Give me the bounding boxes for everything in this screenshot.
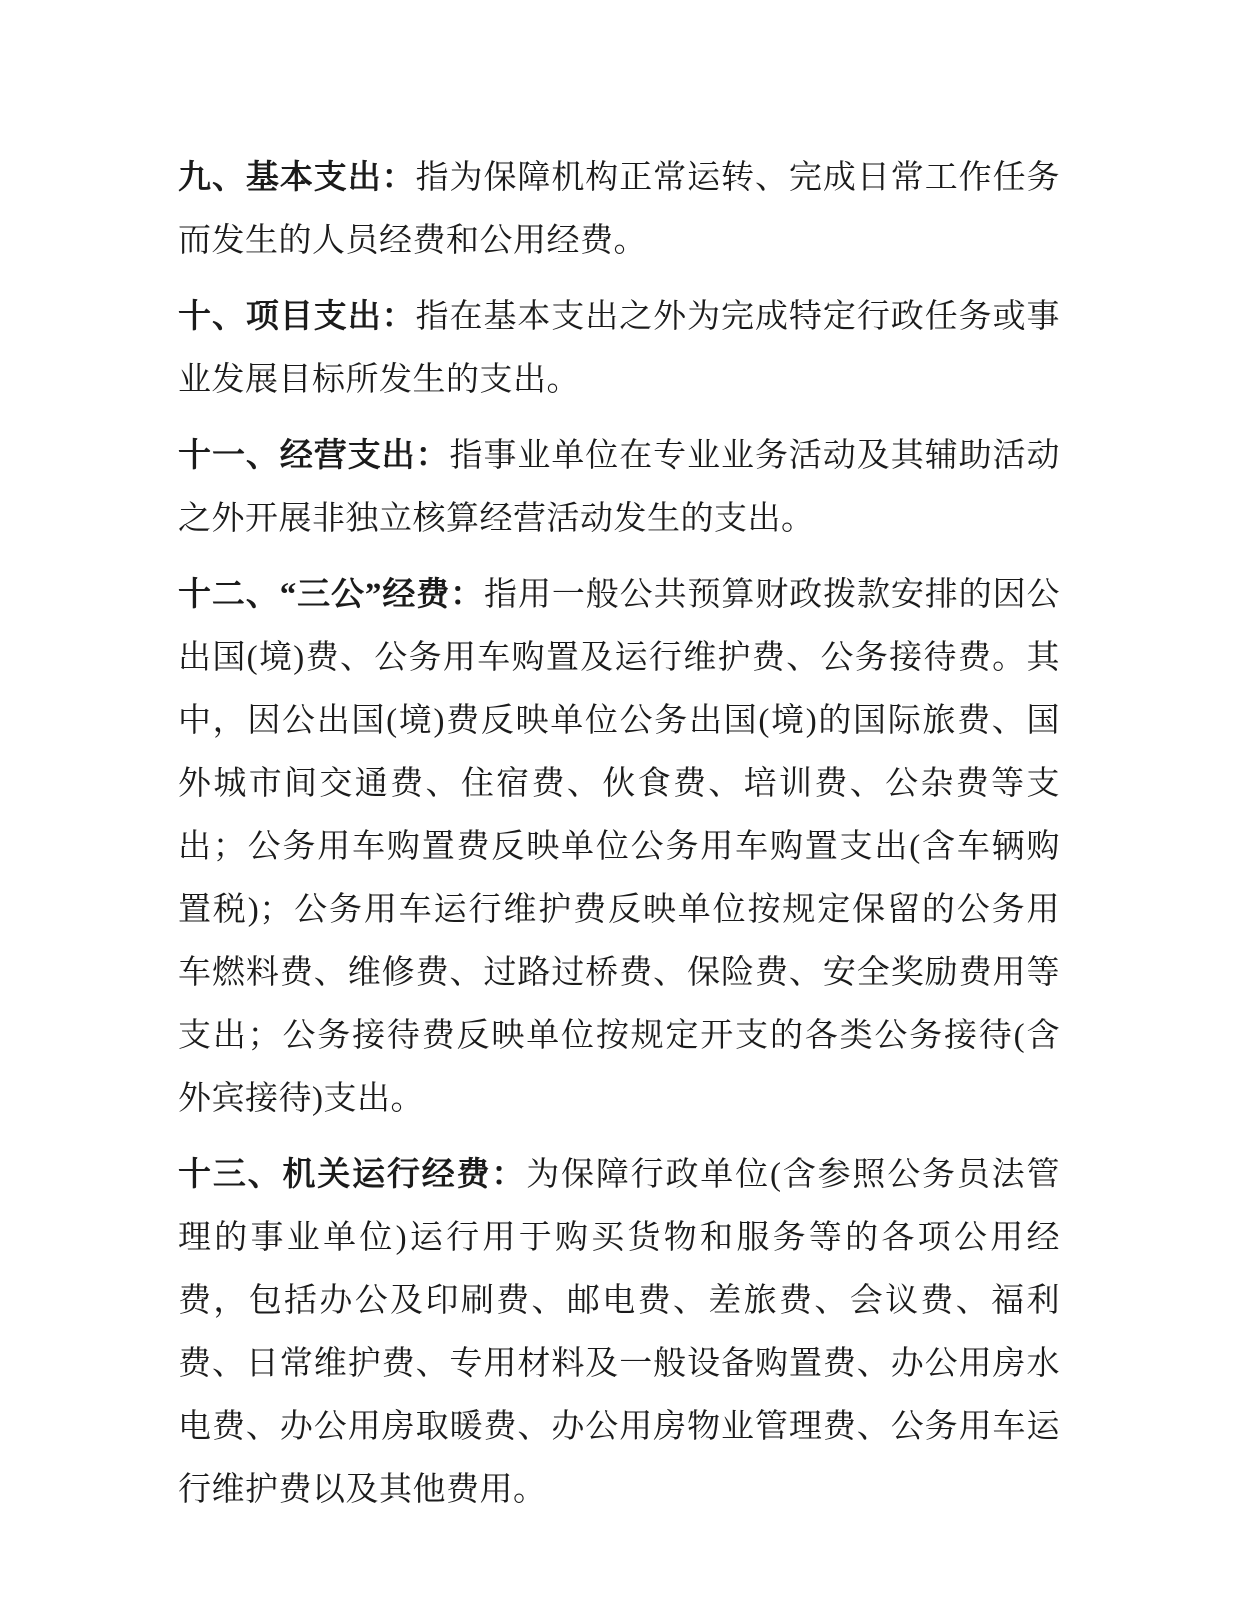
- paragraph-three-public-funds: [178, 564, 1060, 1131]
- paragraph-operating-expenditure: [178, 425, 1060, 551]
- term-definition: 为保障行政单位(含参照公务员法管理的事业单位)运行用于购买货物和服务等的各项公用经费，包括办公及印刷费、邮电费、差旅费、会议费、福利费、日常维护费、专用材料及一般设备购置费、办公用房水电费、办公用房取暖费、办公用房物业管理费、公务用车运行维护费以及其他费用。: [178, 1157, 1060, 1508]
- term-label: 九、基本支出：: [178, 160, 416, 196]
- term-definition: 指事业单位在专业业务活动及其辅助活动之外开展非独立核算经营活动发生的支出。: [178, 438, 1061, 537]
- term-label: 十、项目支出：: [178, 299, 416, 335]
- paragraph-project-expenditure: [178, 286, 1060, 412]
- term-definition: 指为保障机构正常运转、完成日常工作任务而发生的人员经费和公用经费。: [178, 160, 1061, 259]
- term-label: 十三、机关运行经费：: [178, 1157, 527, 1193]
- term-label: 十二、“三公”经费：: [178, 577, 485, 613]
- term-definition: 指用一般公共预算财政拨款安排的因公出国(境)费、公务用车购置及运行维护费、公务接待费。其中，因公出国(境)费反映单位公务出国(境)的国际旅费、国外城市间交通费、住宿费、伙食费、培训费、公杂费等支出；公务用车购置费反映单位公务用车购置支出(含车辆购置税)；公务用车运行维护费反映单位按规定保留的公务用车燃料费、维修费、过路过桥费、保险费、安全奖励费用等支出；公务接待费反映单位按规定开支的各类公务接待(含外宾接待)支出。: [178, 577, 1061, 1117]
- term-label: 十一、经营支出：: [178, 438, 450, 474]
- paragraph-basic-expenditure: [178, 147, 1060, 273]
- term-definition: 指在基本支出之外为完成特定行政任务或事业发展目标所发生的支出。: [178, 299, 1061, 398]
- paragraph-agency-operating-funds: [178, 1144, 1060, 1522]
